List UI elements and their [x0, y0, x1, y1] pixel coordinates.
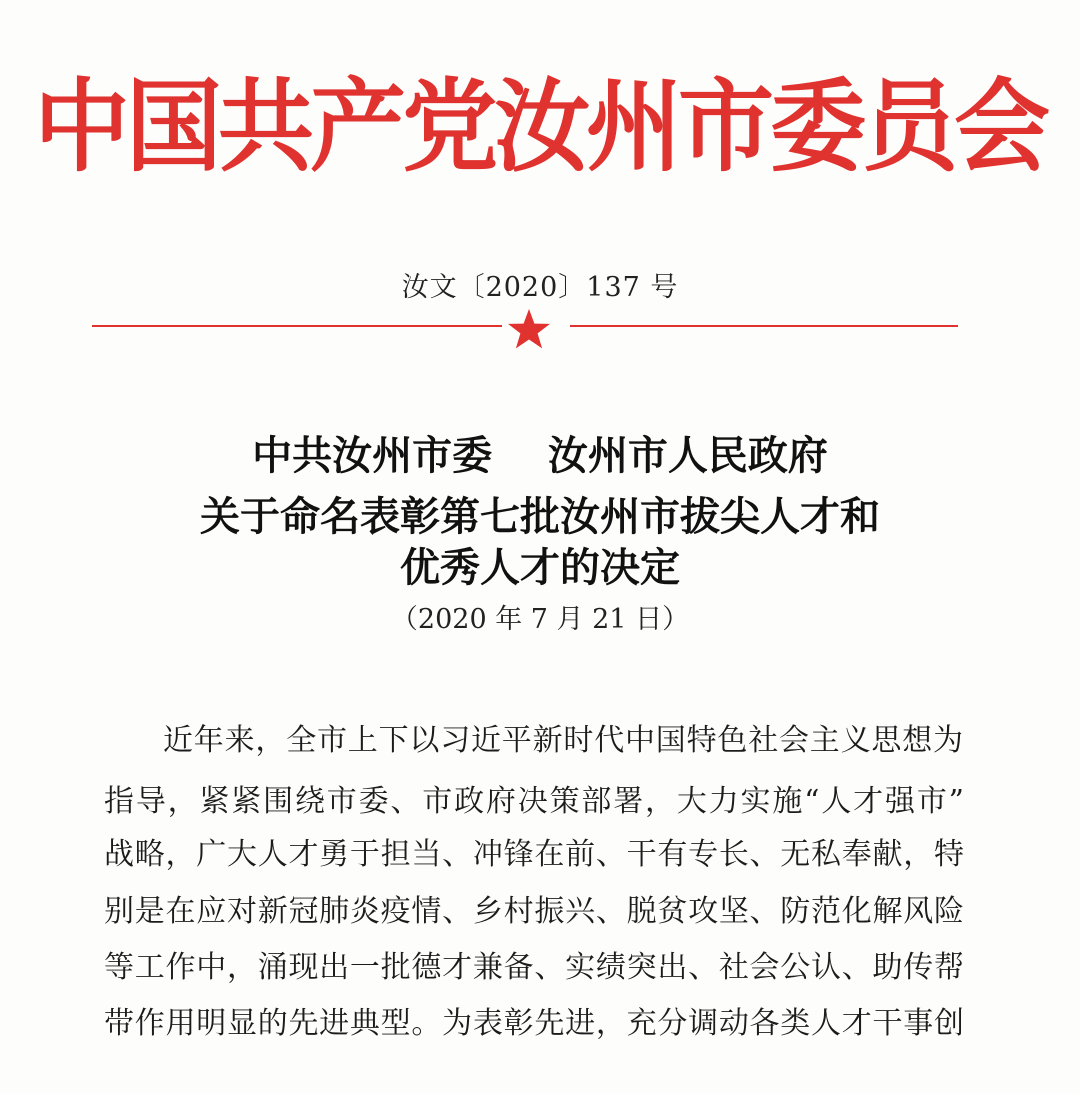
document-title-line-1: 中共汝州市委 汝州市人民政府: [252, 433, 828, 479]
body-line-3: 战略，广大人才勇于担当、冲锋在前、干有专长、无私奉献，特: [104, 837, 964, 872]
document-date: （2020 年 7 月 21 日）: [390, 604, 690, 635]
red-divider-right: [570, 325, 958, 327]
body-line-4: 别是在应对新冠肺炎疫情、乡村振兴、脱贫攻坚、防范化解风险: [104, 894, 964, 929]
masthead-title: 中国共产党汝州市委员会: [34, 68, 1046, 186]
document-title-line-2: 关于命名表彰第七批汝州市拔尖人才和: [200, 494, 880, 540]
red-star-icon: [506, 307, 552, 351]
document-number: 汝文〔2020〕137 号: [401, 272, 679, 303]
red-divider-left: [92, 325, 502, 327]
body-line-5: 等工作中，涌现出一批德才兼备、实绩突出、社会公认、助传帮: [104, 950, 964, 985]
body-line-1: 近年来，全市上下以习近平新时代中国特色社会主义思想为: [163, 723, 963, 758]
body-line-6: 带作用明显的先进典型。为表彰先进，充分调动各类人才干事创: [104, 1006, 964, 1041]
body-line-2: 指导，紧紧围绕市委、市政府决策部署，大力实施“人才强市”: [104, 784, 964, 819]
document-title-line-3: 优秀人才的决定: [400, 545, 680, 591]
